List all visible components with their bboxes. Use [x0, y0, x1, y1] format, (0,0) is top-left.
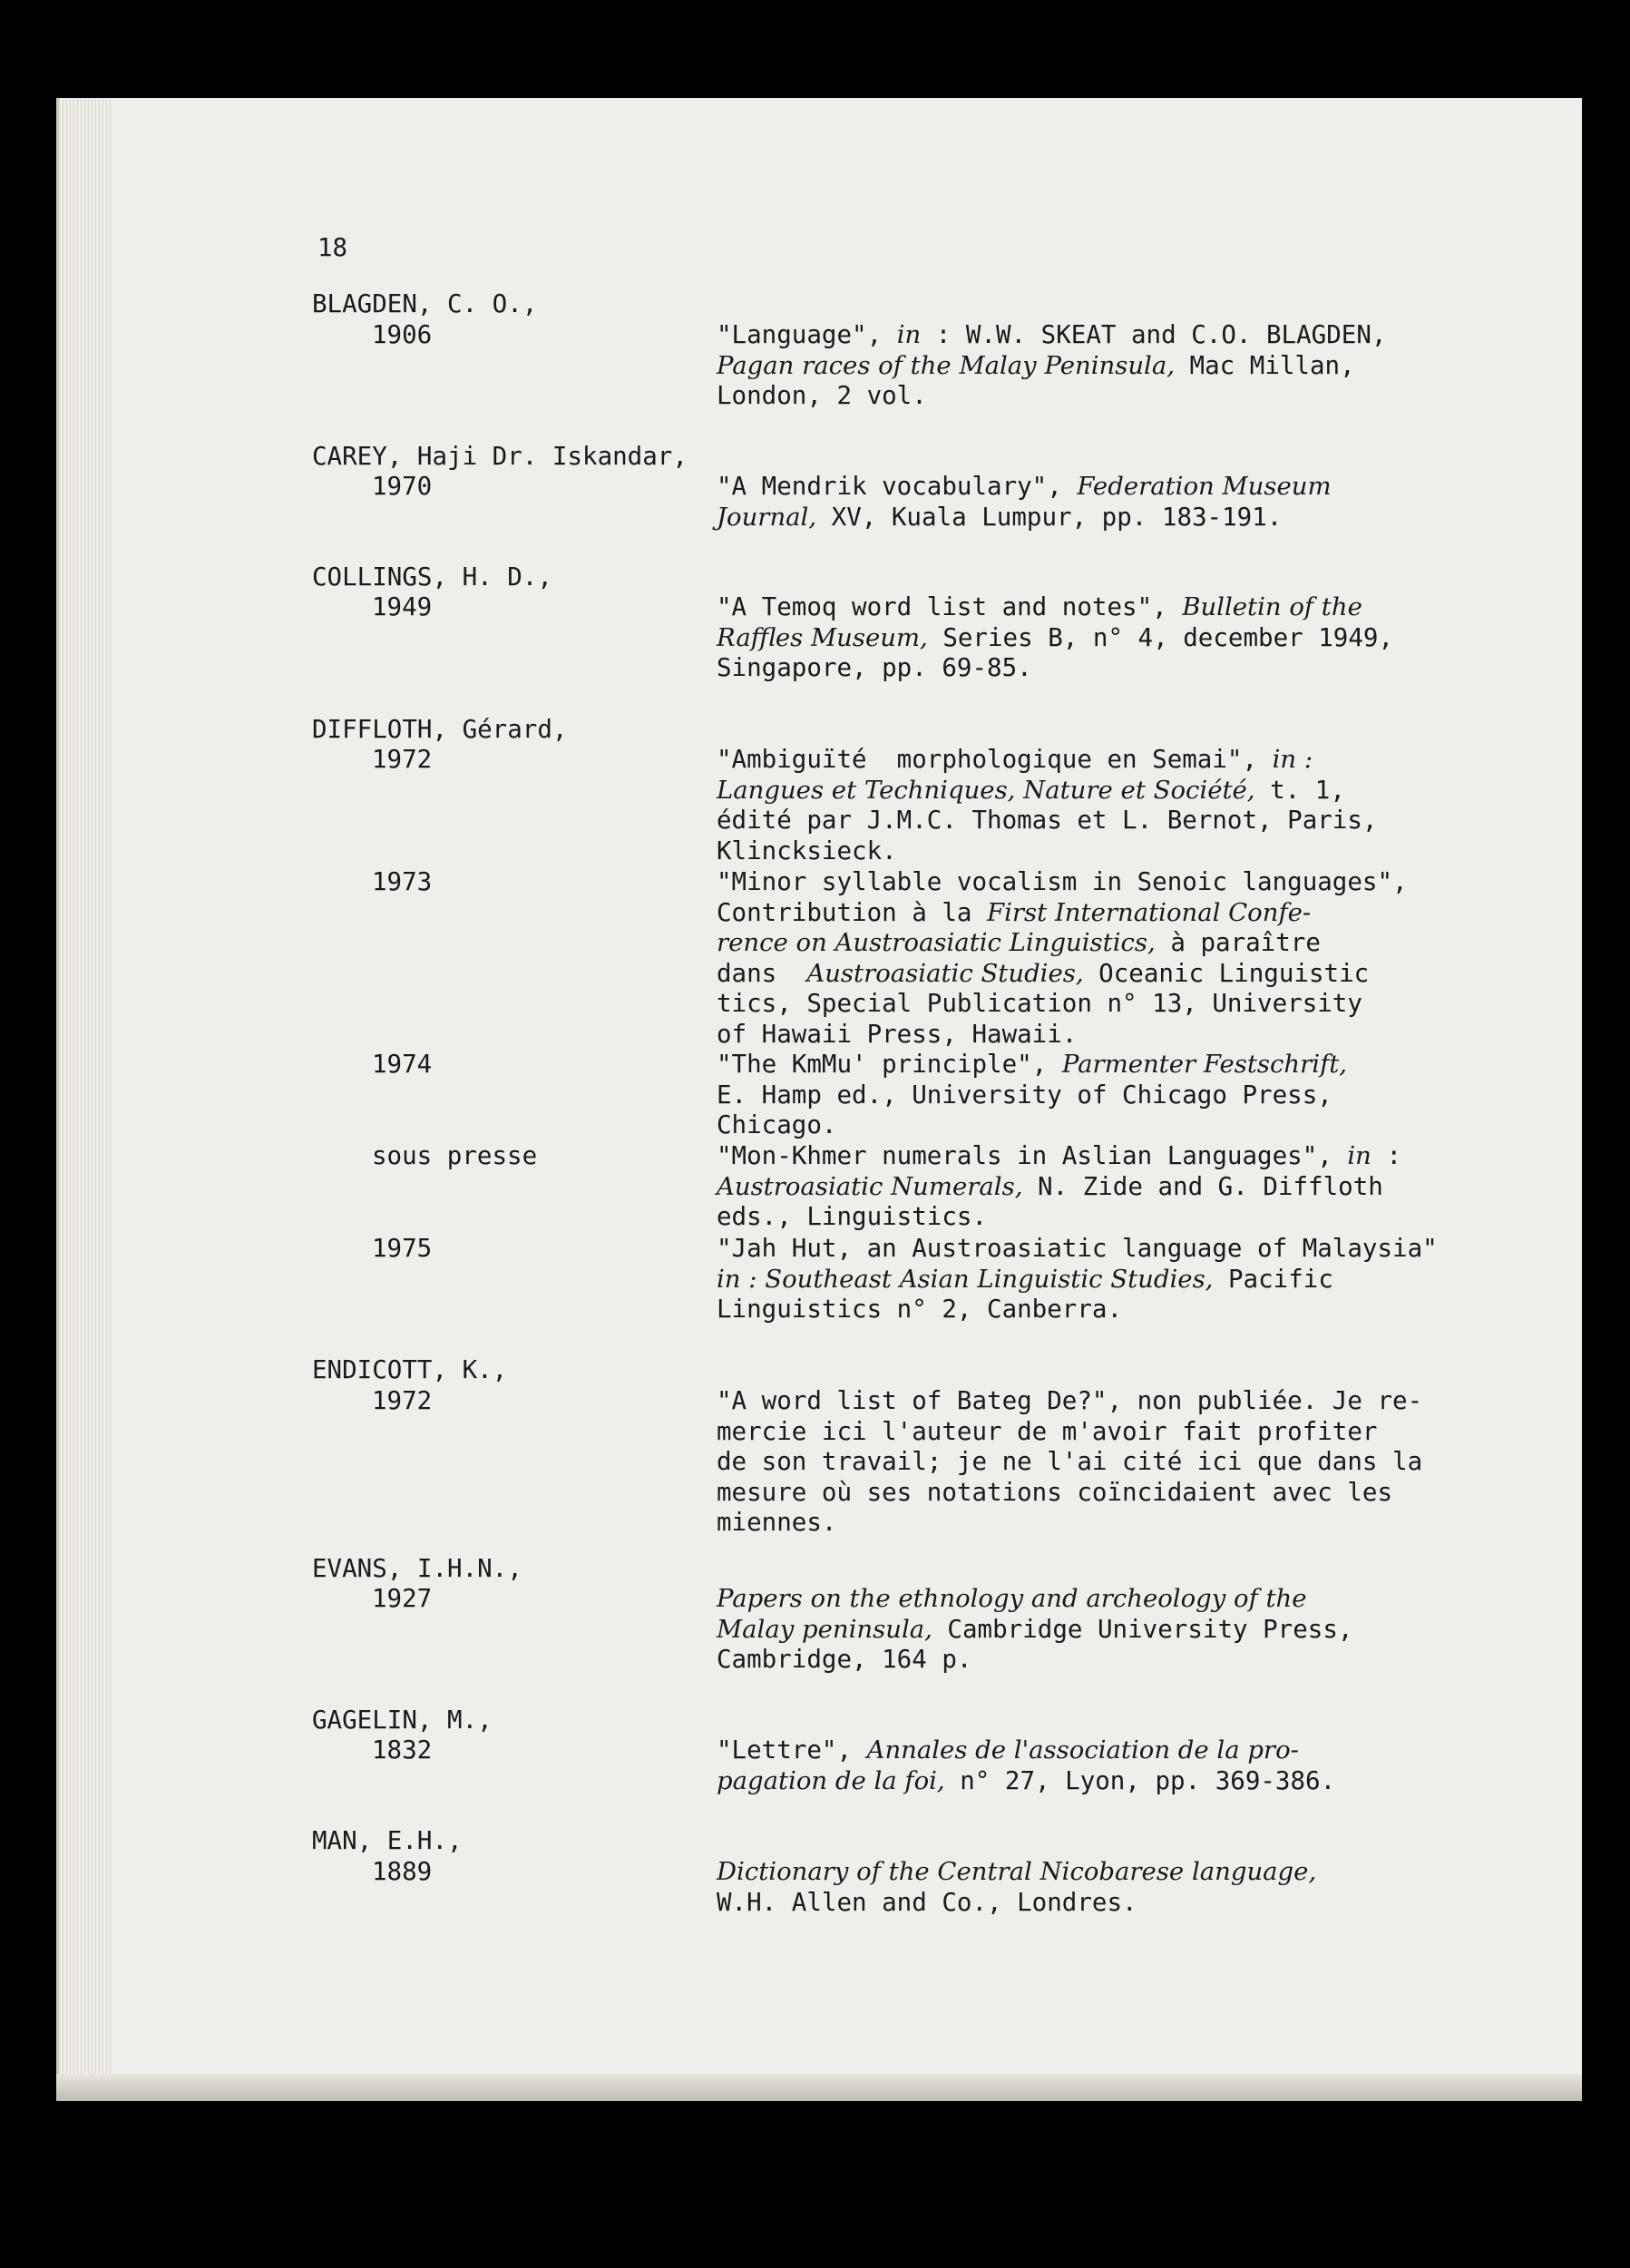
- reference-line: édité par J.M.C. Thomas et L. Bernot, Paris,: [717, 806, 1378, 836]
- year-diffloth-1975: 1975: [372, 1234, 433, 1263]
- author-diffloth: DIFFLOTH, Gérard,: [312, 715, 568, 744]
- reference-line: E. Hamp ed., University of Chicago Press,: [717, 1080, 1332, 1110]
- reference-line: miennes.: [717, 1508, 837, 1538]
- reference-endicott-1972: [717, 1386, 1442, 1539]
- italic-title: Parmenter Festschrift,: [1061, 1050, 1348, 1079]
- author-gagelin: GAGELIN, M.,: [312, 1706, 493, 1735]
- reference-line: mercie ici l'auteur de m'avoir fait profiter: [717, 1416, 1378, 1446]
- reference-line: "Ambiguïté morphologique en Semai", in :: [717, 745, 1313, 774]
- reference-line: London, 2 vol.: [717, 381, 927, 411]
- reference-line: Malay peninsula, Cambridge University Press,: [717, 1614, 1353, 1644]
- italic-title: Langues et Techniques, Nature et Société,: [717, 775, 1255, 805]
- italic-title: in : Southeast Asian Linguistic Studies,: [717, 1264, 1214, 1294]
- reference-line: Pagan races of the Malay Peninsula, Mac Millan,: [717, 350, 1355, 380]
- italic-title: in: [1347, 1141, 1371, 1170]
- reference-line: "Jah Hut, an Austroasiatic language of Malaysia": [717, 1234, 1438, 1263]
- italic-title: Austroasiatic Numerals,: [717, 1171, 1023, 1201]
- reference-line: "A word list of Bateg De?", non publiée. Je re-: [717, 1386, 1423, 1415]
- italic-title: Annales de l'association de la pro-: [866, 1735, 1299, 1765]
- reference-line: Contribution à la First International Confe-: [717, 897, 1312, 927]
- year-gagelin-1832: 1832: [372, 1735, 433, 1765]
- reference-carey-1970: [717, 472, 1442, 533]
- italic-title: pagation de la foi,: [717, 1765, 945, 1795]
- year-man-1889: 1889: [372, 1857, 433, 1886]
- reference-line: Langues et Techniques, Nature et Société, t. 1,: [717, 775, 1345, 805]
- reference-line: Singapore, pp. 69-85.: [717, 653, 1032, 683]
- reference-line: mesure où ses notations coïncidaient avec les: [717, 1477, 1393, 1507]
- reference-line: "A Temoq word list and notes", Bulletin of the: [717, 592, 1362, 621]
- reference-line: rence on Austroasiatic Linguistics, à paraître: [717, 928, 1321, 958]
- reference-line: dans Austroasiatic Studies, Oceanic Linguistic: [717, 958, 1370, 988]
- year-diffloth-1974: 1974: [372, 1050, 433, 1079]
- author-blagden: BLAGDEN, C. O.,: [312, 289, 538, 318]
- italic-title: Federation Museum: [1077, 472, 1332, 501]
- reference-diffloth-sous-presse: [717, 1141, 1442, 1233]
- author-carey: CAREY, Haji Dr. Iskandar,: [312, 442, 688, 471]
- year-collings-1949: 1949: [372, 592, 433, 621]
- reference-line: "Minor syllable vocalism in Senoic languages",: [717, 867, 1408, 896]
- reference-collings-1949: [717, 592, 1442, 684]
- year-carey-1970: 1970: [372, 472, 433, 501]
- reference-line: "Language", in : W.W. SKEAT and C.O. BLAGDEN,: [717, 320, 1387, 349]
- reference-line: [717, 1584, 1442, 1615]
- italic-title: Raffles Museum,: [717, 622, 928, 652]
- reference-evans-1927: [717, 1584, 1442, 1676]
- reference-line: "Mon-Khmer numerals in Aslian Languages", in :: [717, 1141, 1402, 1170]
- reference-line: "The KmMu' principle", Parmenter Festschrift,: [717, 1050, 1348, 1079]
- year-diffloth-1973: 1973: [372, 867, 433, 896]
- reference-gagelin-1832: [717, 1735, 1442, 1796]
- reference-diffloth-1973: [717, 867, 1442, 1051]
- reference-line: Klincksieck.: [717, 836, 897, 865]
- italic-title: Bulletin of the: [1182, 592, 1362, 621]
- author-collings: COLLINGS, H. D.,: [312, 562, 552, 591]
- italic-title: Papers on the ethnology and archeology of the: [717, 1584, 1307, 1613]
- reference-line: eds., Linguistics.: [717, 1202, 988, 1232]
- reference-line: Cambridge, 164 p.: [717, 1645, 972, 1675]
- italic-title: in :: [1272, 745, 1313, 774]
- reference-line: of Hawaii Press, Hawaii.: [717, 1019, 1078, 1049]
- italic-title: Malay peninsula,: [717, 1614, 932, 1644]
- italic-title: First International Confe-: [987, 897, 1312, 927]
- reference-line: Chicago.: [717, 1110, 837, 1140]
- italic-title: rence on Austroasiatic Linguistics,: [717, 928, 1156, 958]
- page-bottom-edge: [56, 2074, 1582, 2101]
- reference-line: pagation de la foi, n° 27, Lyon, pp. 369-386.: [717, 1765, 1336, 1795]
- reference-line: W.H. Allen and Co., Londres.: [717, 1887, 1137, 1917]
- author-endicott: ENDICOTT, K.,: [312, 1355, 508, 1384]
- italic-title: Dictionary of the Central Nicobarese language,: [717, 1857, 1317, 1886]
- reference-line: [717, 1857, 1442, 1888]
- italic-title: Austroasiatic Studies,: [806, 958, 1084, 988]
- year-diffloth-1972: 1972: [372, 745, 433, 774]
- reference-line: tics, Special Publication n° 13, University: [717, 989, 1362, 1019]
- reference-line: de son travail; je ne l'ai cité ici que dans la: [717, 1447, 1423, 1477]
- reference-line: Austroasiatic Numerals, N. Zide and G. Diffloth: [717, 1171, 1383, 1201]
- reference-line: Raffles Museum, Series B, n° 4, december 1949,: [717, 622, 1394, 652]
- reference-line: "Lettre", Annales de l'association de la pro-: [717, 1735, 1299, 1765]
- reference-man-1889: [717, 1857, 1442, 1918]
- reference-line: in : Southeast Asian Linguistic Studies, Pacific: [717, 1264, 1333, 1294]
- reference-diffloth-1975: [717, 1234, 1442, 1325]
- reference-line: Journal, XV, Kuala Lumpur, pp. 183-191.: [717, 502, 1283, 532]
- italic-title: in: [896, 320, 922, 349]
- year-evans-1927: 1927: [372, 1584, 433, 1613]
- reference-line: "A Mendrik vocabulary", Federation Museum: [717, 472, 1332, 501]
- year-diffloth-sous-presse: sous presse: [372, 1141, 538, 1170]
- italic-title: Journal,: [717, 502, 817, 532]
- reference-diffloth-1972: [717, 745, 1442, 866]
- page-stack-edges: [56, 98, 112, 2101]
- year-endicott-1972: 1972: [372, 1386, 433, 1415]
- author-man: MAN, E.H.,: [312, 1826, 463, 1855]
- italic-title: Pagan races of the Malay Peninsula,: [717, 350, 1175, 380]
- reference-line: Linguistics n° 2, Canberra.: [717, 1295, 1123, 1325]
- page-number: 18: [317, 233, 348, 262]
- year-blagden-1906: 1906: [372, 320, 433, 349]
- reference-blagden-1906: [717, 320, 1442, 412]
- author-evans: EVANS, I.H.N.,: [312, 1554, 522, 1583]
- reference-diffloth-1974: [717, 1050, 1442, 1141]
